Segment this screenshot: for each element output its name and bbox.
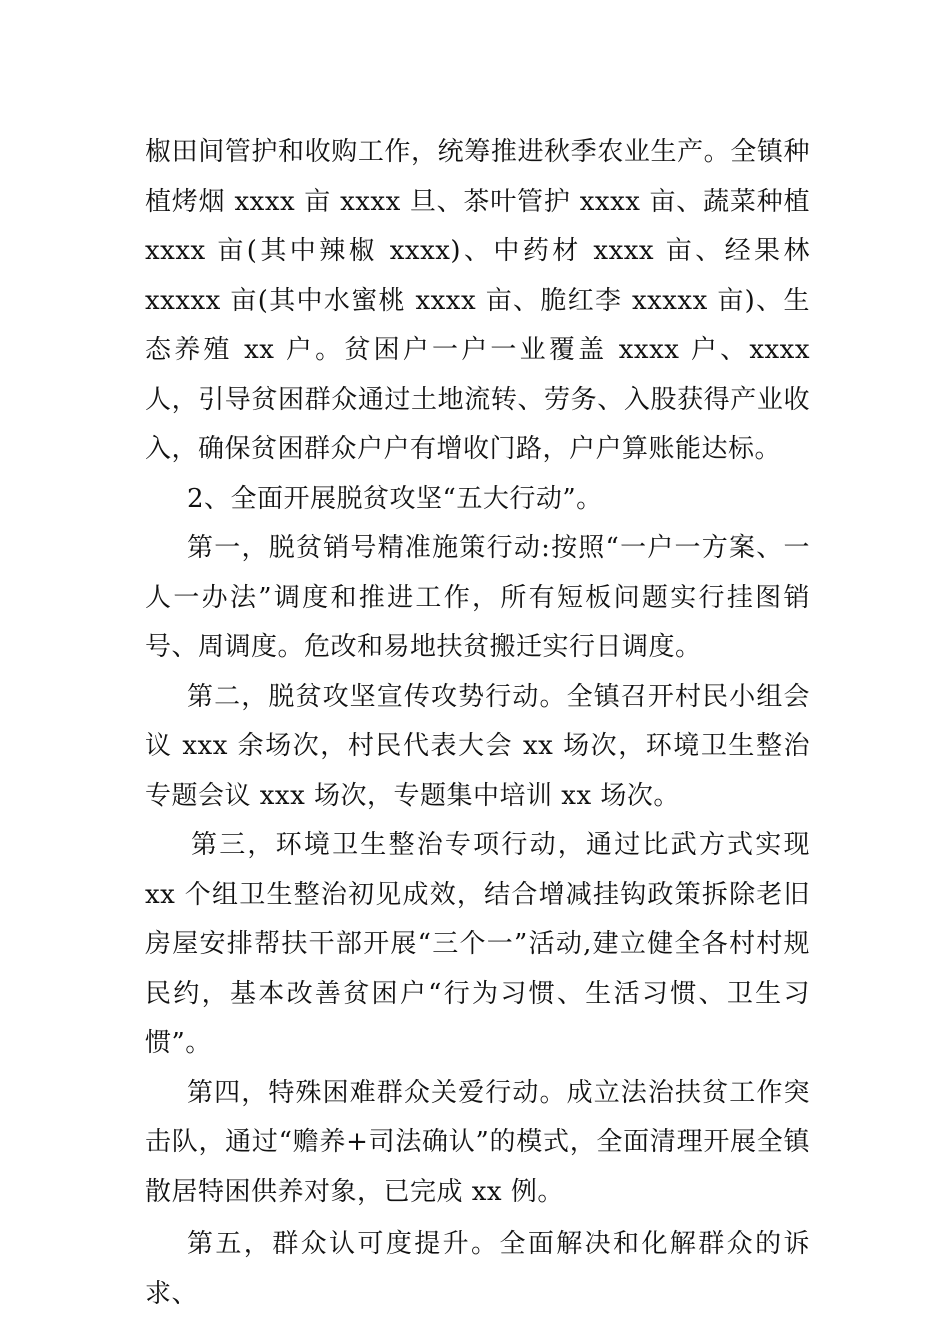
paragraph-action-two: 第二，脱贫攻坚宣传攻势行动。全镇召开村民小组会议 xxx 余场次，村民代表大会 xx 场次，环境卫生整治专题会议 xxx 场次，专题集中培训 xx 场次。 (145, 681, 810, 811)
document-body (145, 128, 810, 1319)
paragraph-five-actions-heading: 2、全面开展脱贫攻坚“五大行动”。 (187, 483, 603, 514)
paragraph-action-four: 第四，特殊困难群众关爱行动。成立法治扶贫工作突击队，通过“赡养+司法确认”的模式，全面清理开展全镇散居特困供养对象，已完成 xx 例。 (145, 1077, 810, 1207)
paragraph-action-one: 第一，脱贫销号精准施策行动:按照“一户一方案、一人一办法”调度和推进工作，所有短板问题实行挂图销号、周调度。危改和易地扶贫搬迁实行日调度。 (145, 533, 810, 662)
paragraph-action-five: 第五，群众认可度提升。全面解决和化解群众的诉求、 (145, 1229, 810, 1309)
paragraph-agriculture-production: 椒田间管护和收购工作，统筹推进秋季农业生产。全镇种植烤烟 xxxx 亩 xxxx 旦、茶叶管护 xxxx 亩、蔬菜种植 xxxx 亩(其中辣椒 xxxx)、中药材 xxxx 亩、经果林 xxxxx 亩(其中水蜜桃 xxxx 亩、脆红李 xxxxx 亩)、生态养殖 xx 户。贫困户一户一业覆盖 xxxx 户、xxxx 人，引导贫困群众通过土地流转、劳务、入股获得产业收入，确保贫困群众户户有增收门路，户户算账能达标。 (145, 137, 810, 464)
paragraph-action-three: 第三，环境卫生整治专项行动，通过比武方式实现 xx 个组卫生整治初见成效，结合增减挂钩政策拆除老旧房屋安排帮扶干部开展“三个一”活动,建立健全各村村规民约，基本改善贫困户“行为习惯、生活习惯、卫生习惯”。 (145, 830, 810, 1058)
